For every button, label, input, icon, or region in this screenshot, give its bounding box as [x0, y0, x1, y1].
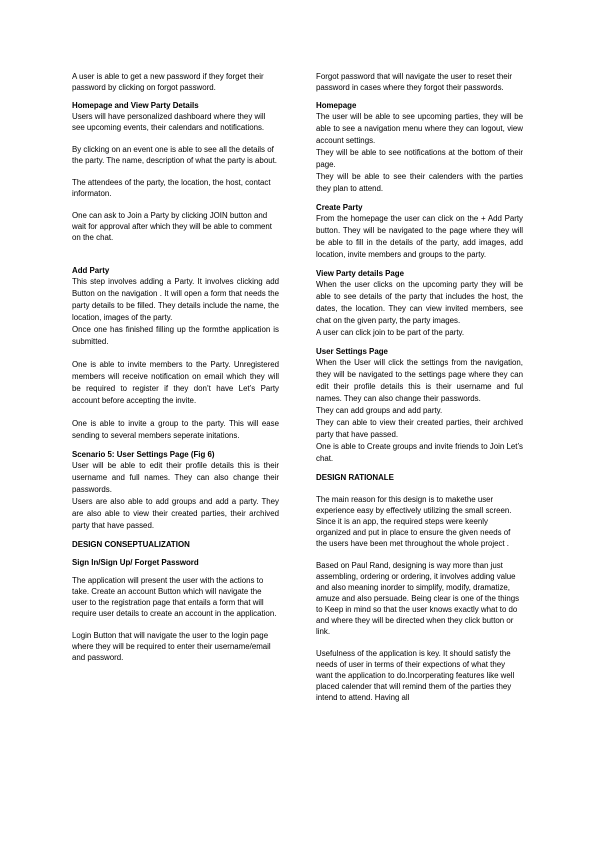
right-column [316, 71, 523, 703]
paragraph: The application will present the user with the actions to take. Create an account Button which will navigate the user to the registration page that entails a form that will require user details to create an account in the application. [72, 576, 277, 618]
paragraph: When the user clicks on the upcoming party they will be able to see details of the party that includes the host, the dates, the location. They can view invited members, see chat on the given party, the party images. [316, 280, 523, 325]
paragraph: Once one has finished filling up the formthe application is submitted. [72, 325, 279, 346]
paragraph: By clicking on an event one is able to see all the details of the party. The name, description of what the party is about. [72, 145, 277, 165]
paragraph: Forgot password that will navigate the user to reset their password in cases where they forgot their passwords. [316, 72, 513, 92]
paragraph: Users will have personalized dashboard where they will see upcoming events, their calendars and notifications. [72, 112, 266, 132]
section-heading-homepage: Homepage and View Party Details [72, 101, 199, 110]
paragraph: One is able to invite members to the Party. Unregistered members will receive notification on email which they will be required to register if they don’t have Let’s Party account before accepting the invite. [72, 360, 279, 405]
paragraph: When the User will click the settings from the navigation, they will be navigated to the settings page where they can edit their profile details this is their username and ful names. They can also change their passwords. [316, 358, 523, 403]
paragraph: One can ask to Join a Party by clicking JOIN button and wait for approval after which they will be able to comment on the chat. [72, 211, 272, 242]
section-heading-design-conseptualization: DESIGN CONSEPTUALIZATION [72, 540, 190, 549]
paragraph: Login Button that will navigate the user to the login page where they will be required to enter their username/email and password. [72, 631, 271, 662]
paragraph: Usefulness of the application is key. It should satisfy the needs of user in terms of their expections of what they want the application to do.Incorperating features like well placed calender that will remind them of the parties they intend to attend. Having all [316, 649, 515, 702]
section-heading-create-party: Create Party [316, 203, 363, 212]
paragraph: A user can click join to be part of the party. [316, 328, 465, 337]
paragraph: From the homepage the user can click on the + Add Party button. They will be navigated to the page where they will be able to fill in the details of the party, add images, add location, invite members and groups to the party. [316, 214, 523, 259]
paragraph: This step involves adding a Party. It involves clicking add Button on the navigation . It will open a form that needs the party details to be filled. They details include the name, the location, images of the party. [72, 277, 279, 322]
paragraph: User will be able to edit their profile details this is their username and full names. They can also change their passwords. [72, 461, 279, 494]
paragraph: One is able to invite a group to the party. This will ease sending to several members seperate initations. [72, 419, 279, 440]
paragraph: They will be able to see their calenders with the parties they plan to attend. [316, 172, 523, 193]
section-heading-design-rationale: DESIGN RATIONALE [316, 473, 394, 482]
paragraph: One is able to Create groups and invite friends to Join Let’s chat. [316, 442, 523, 463]
section-heading-add-party: Add Party [72, 266, 110, 275]
section-heading-homepage: Homepage [316, 101, 357, 110]
section-heading-sign-in: Sign In/Sign Up/ Forget Password [72, 558, 199, 567]
paragraph: They will be able to see notifications at the bottom of their page. [316, 148, 523, 169]
paragraph: Users are also able to add groups and add a party. They are also able to view their created parties, their archived party that have passed. [72, 497, 279, 530]
left-column [72, 71, 279, 663]
paragraph: The user will be able to see upcoming parties, they will be able to see a navigation menu where they can logout, view account settings. [316, 112, 523, 145]
paragraph: The main reason for this design is to makethe user experience easy by effectively utilizing the small screen. Since it is an app, the required steps were keenly organized and put in place to ensure the given needs of the users have been met throughout the whole project . [316, 495, 512, 548]
section-heading-user-settings: User Settings Page [316, 347, 388, 356]
section-heading-view-party: View Party details Page [316, 269, 405, 278]
paragraph: A user is able to get a new password if they forget their password by clicking on forgot password. [72, 72, 264, 92]
section-heading-scenario-5: Scenario 5: User Settings Page (Fig 6) [72, 450, 215, 459]
paragraph: They can add groups and add party. [316, 406, 443, 415]
paragraph: The attendees of the party, the location, the host, contact informaton. [72, 178, 271, 198]
paragraph: They can able to view their created parties, their archived party that have passed. [316, 418, 523, 439]
paragraph: Based on Paul Rand, designing is way more than just assembling, ordering or ordering, it involves adding value and also meaning inorder to simplify, modify, dramatize, amuze and also persuade. Being clear is one of the things to Keep in mind so that the user knows exactly what to do and where they will be directed when they click button or link. [316, 561, 520, 636]
